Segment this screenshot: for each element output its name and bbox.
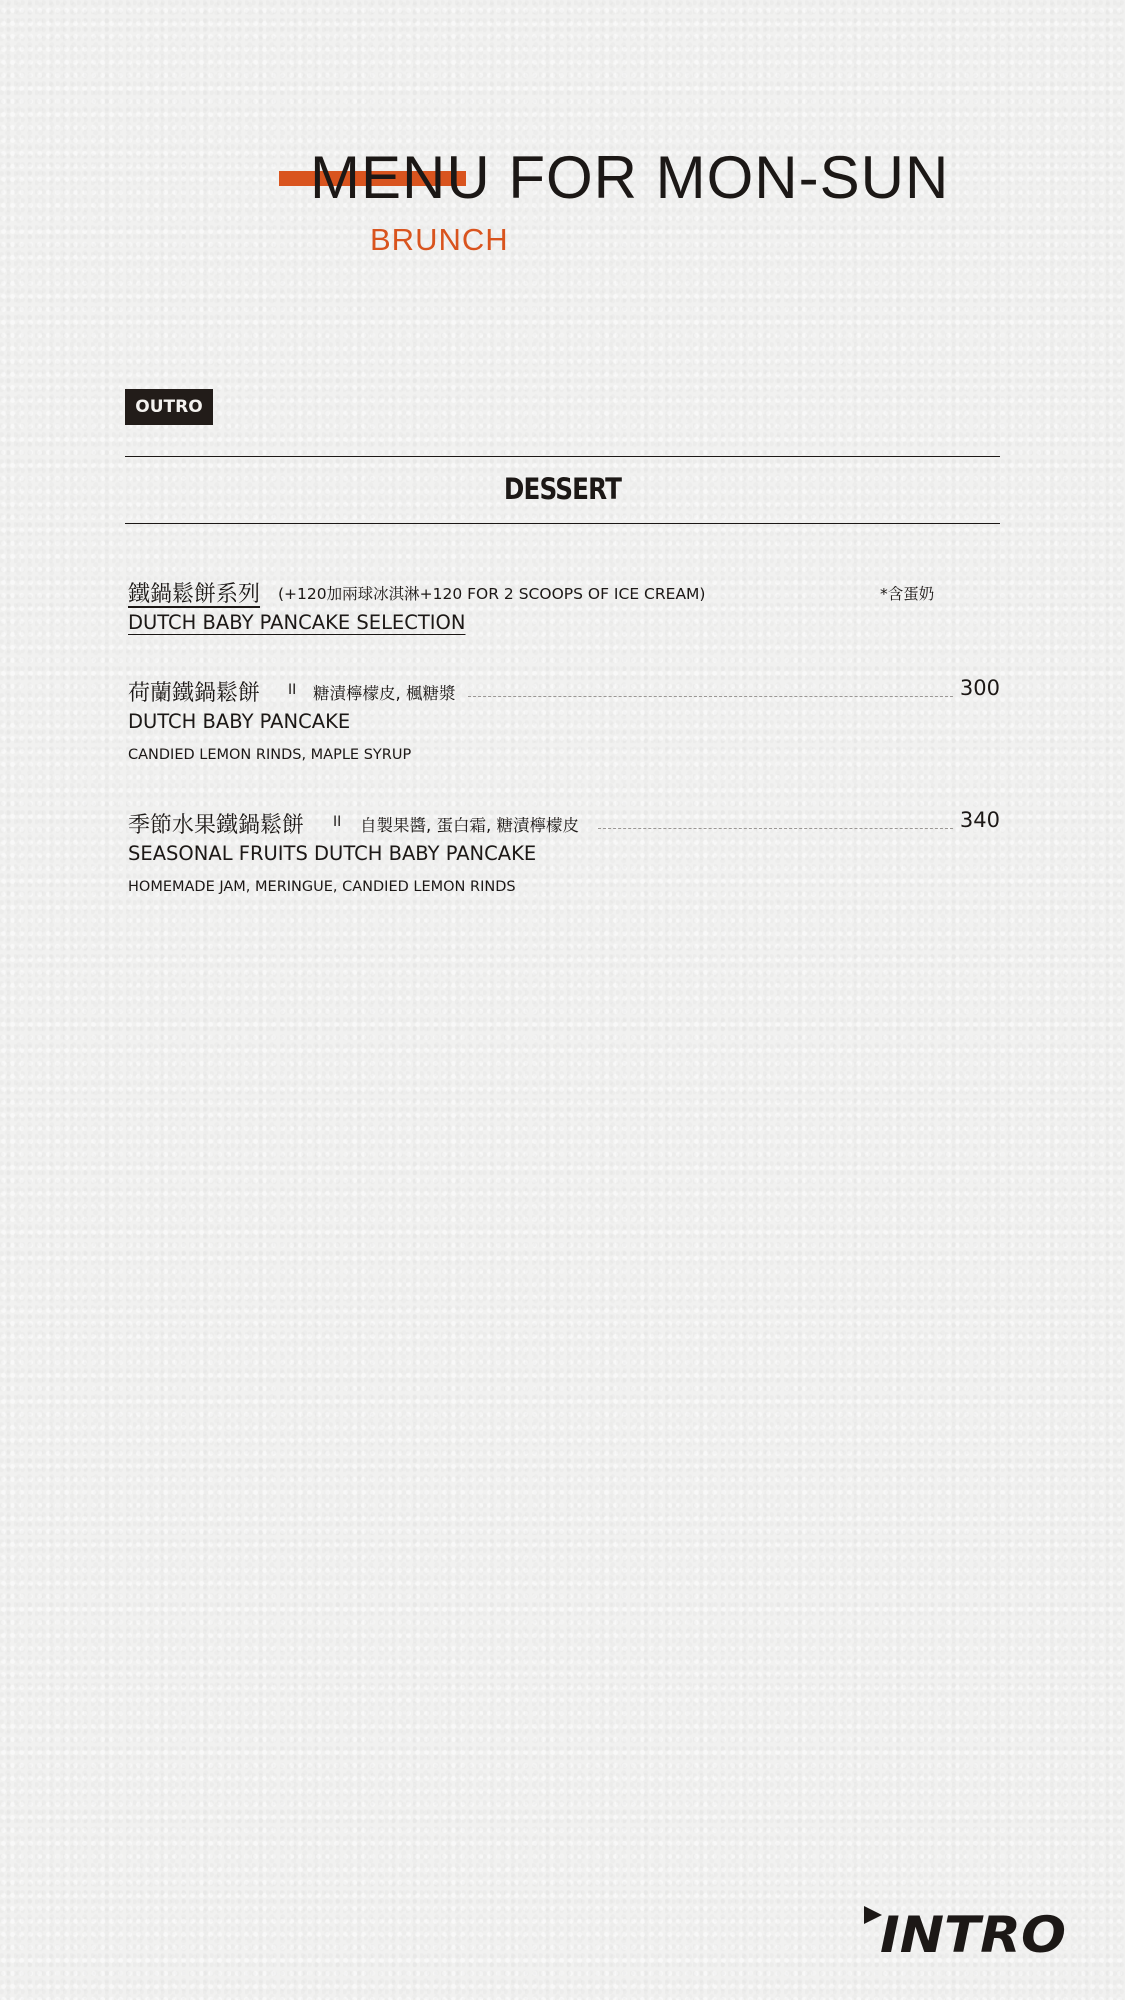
item-name-en: DUTCH BABY PANCAKE: [128, 710, 351, 733]
page-title: MENU FOR MON-SUN: [310, 144, 950, 211]
item-description-en: CANDIED LEMON RINDS, MAPLE SYRUP: [128, 747, 412, 763]
item-name-en: SEASONAL FRUITS DUTCH BABY PANCAKE: [128, 842, 537, 865]
item-name-zh: 季節水果鐵鍋鬆餅: [128, 813, 305, 838]
page-subtitle: BRUNCH: [370, 222, 509, 257]
item-description-en: HOMEMADE JAM, MERINGUE, CANDIED LEMON RINDS: [128, 879, 516, 895]
logo-wordmark: INTRO: [880, 1906, 1066, 1956]
dotted-leader: [598, 828, 953, 829]
item-price: 300: [959, 676, 1000, 700]
item-separator: II: [288, 682, 297, 698]
menu-item: [128, 808, 1000, 928]
item-name-zh: 荷蘭鐵鍋鬆餅: [128, 681, 261, 706]
group-name-en: DUTCH BABY PANCAKE SELECTION: [128, 611, 466, 634]
menu-item: [128, 676, 1000, 796]
section-rule-bottom: [125, 523, 1000, 524]
allergen-note: *含蛋奶: [880, 585, 935, 603]
section-badge: OUTRO: [125, 389, 213, 425]
intro-logo: [862, 1904, 1068, 1956]
group-note: (+120加兩球冰淇淋+120 FOR 2 SCOOPS OF ICE CREAM): [278, 585, 706, 603]
section-rule-top: [125, 456, 1000, 457]
dotted-leader: [468, 696, 953, 697]
group-name-zh: 鐵鍋鬆餅系列: [128, 582, 261, 607]
item-price: 340: [959, 808, 1000, 832]
item-separator: II: [333, 814, 342, 830]
item-description-zh: 糖漬檸檬皮, 楓糖漿: [313, 684, 456, 703]
item-description-zh: 自製果醬, 蛋白霜, 糖漬檸檬皮: [360, 816, 579, 835]
section-title: DESSERT: [503, 472, 622, 506]
